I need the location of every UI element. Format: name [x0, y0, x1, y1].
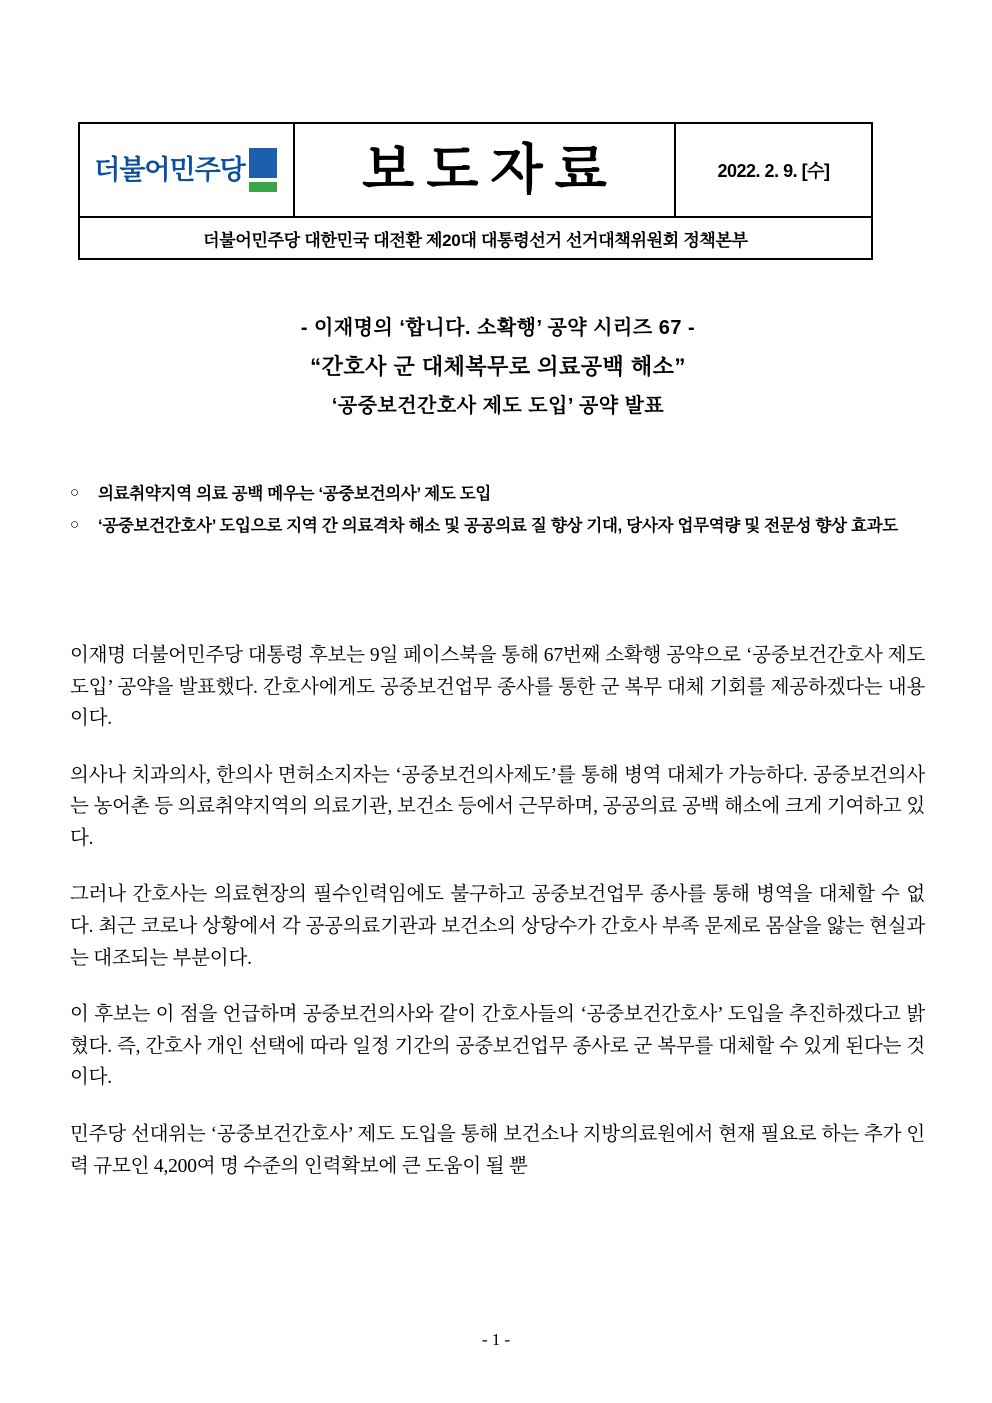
party-logo-label: 더불어민주당 [94, 154, 245, 185]
bullet-circle-icon: ○ [70, 516, 79, 534]
document-title-cell [295, 124, 676, 216]
organization-line: 더불어민주당 대한민국 대전환 제20대 대통령선거 선거대책위원회 정책본부 [203, 230, 748, 250]
headline-series-line: - 이재명의 ‘합니다. 소확행’ 공약 시리즈 67 - [300, 317, 696, 339]
header-top-row [80, 124, 871, 216]
summary-bullet-list [70, 478, 925, 542]
list-item [70, 510, 925, 542]
body-paragraph: 그러나 간호사는 의료현장의 필수인력임에도 불구하고 공중보건업무 종사를 통해 병역을 대체할 수 없다. 최근 코로나 상황에서 각 공공의료기관과 보건소의 상당수가 간호사 부족 문제로 몸살을 앓는 현실과는 대조되는 부분이다. [70, 884, 925, 969]
body-paragraph: 의사나 치과의사, 한의사 면허소지자는 ‘공중보건의사제도’를 통해 병역 대체가 가능하다. 공중보건의사는 농어촌 등 의료취약지역의 의료기관, 보건소 등에서 근무하며, 공공의료 공백 해소에 크게 기여하고 있다. [70, 764, 925, 849]
bullet-circle-icon: ○ [70, 484, 79, 501]
press-release-header-table [78, 122, 873, 260]
header-bottom-row [80, 216, 871, 258]
list-item [70, 478, 925, 510]
body-paragraph: 민주당 선대위는 ‘공중보건간호사’ 제도 도입을 통해 보건소나 지방의료원에서 현재 필요로 하는 추가 인력 규모인 4,200여 명 수준의 인력확보에 큰 도움이 될 뿐 [70, 1123, 925, 1177]
document-date: 2022. 2. 9. [수] [717, 161, 830, 181]
body-paragraph: 이재명 더불어민주당 대통령 후보는 9일 페이스북을 통해 67번째 소확행 공약으로 ‘공중보건간호사 제도 도입’ 공약을 발표했다. 간호사에게도 공중보건업무 종사를 통한 군 복무 대체 기회를 제공하겠다는 내용이다. [70, 645, 925, 730]
headline-main-line: “간호사 군 대체복무로 의료공백 해소” [310, 354, 686, 379]
bullet-text: 의료취약지역 의료 공백 메우는 ‘공중보건의사’ 제도 도입 [98, 485, 492, 503]
bullet-text: ‘공중보건간호사’ 도입으로 지역 간 의료격차 해소 및 공공의료 질 향상 기대, 당사자 업무역량 및 전문성 향상 효과도 [98, 517, 898, 536]
party-logo-cell [80, 124, 295, 216]
party-logo [94, 148, 279, 192]
party-square-logo-icon [249, 148, 279, 192]
headline-block [78, 310, 918, 425]
headline-sub-line: ‘공중보건간호사 제도 도입’ 공약 발표 [331, 394, 665, 417]
page-number: - 1 - [481, 1330, 511, 1349]
body-paragraph: 이 후보는 이 점을 언급하며 공중보건의사와 같이 간호사들의 ‘공중보건간호사’ 도입을 추진하겠다고 밝혔다. 즉, 간호사 개인 선택에 따라 일정 기간의 공중보건업무 종사로 군 복무를 대체할 수 있게 된다는 것이다. [70, 1004, 925, 1089]
page-title: 보도자료 [362, 140, 619, 200]
document-date-cell [676, 124, 871, 216]
body-content [70, 640, 925, 1207]
